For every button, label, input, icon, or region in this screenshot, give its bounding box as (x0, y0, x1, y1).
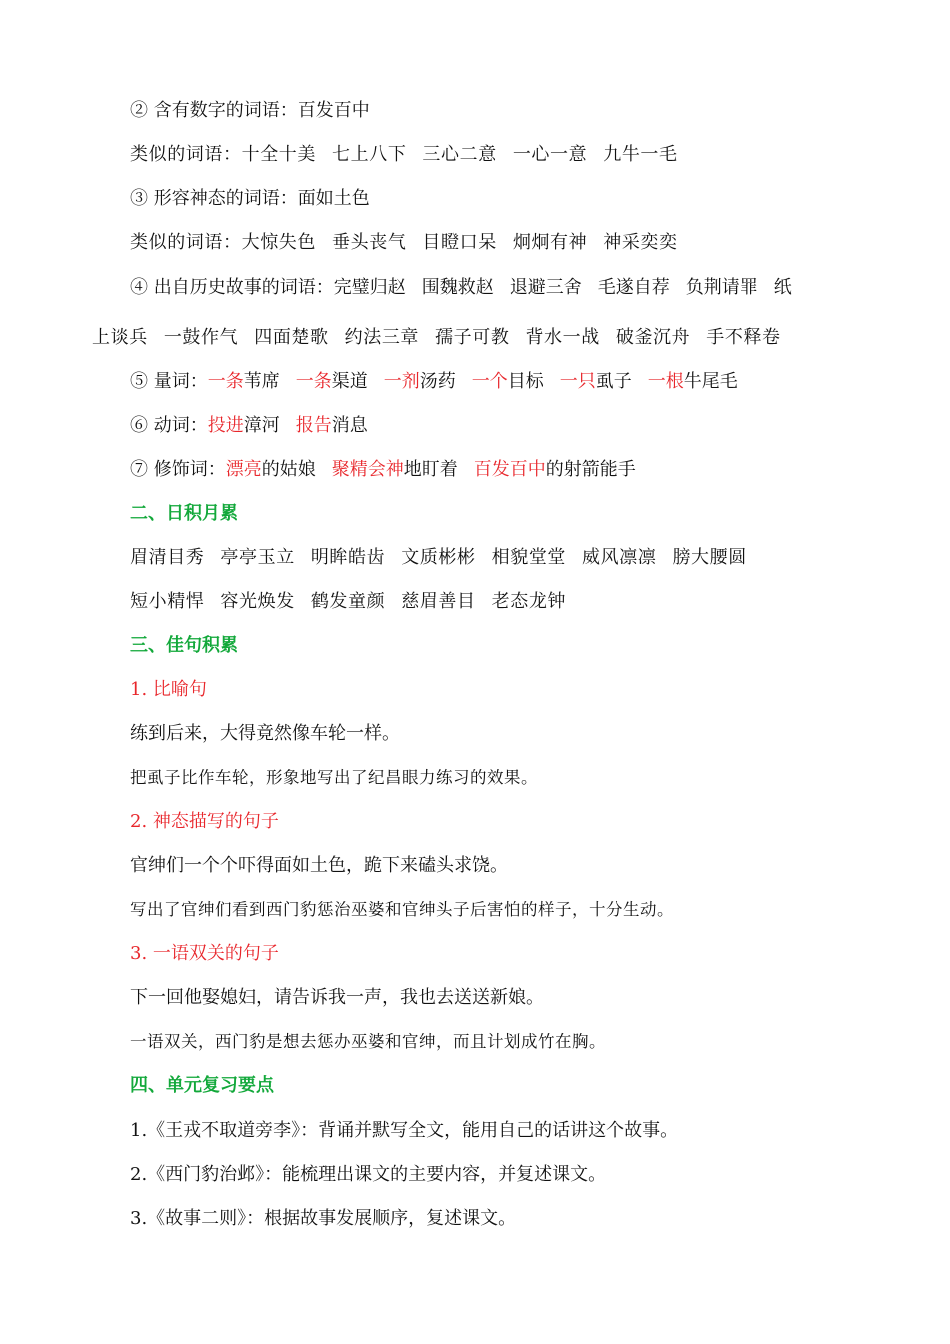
modifiers-line (130, 458, 636, 482)
sentence-type-title: 2. 神态描写的句子 (130, 811, 279, 832)
idiom: 膀大腰圆 (672, 547, 747, 568)
verbs-label: 动词： (153, 415, 208, 436)
idiom: 炯炯有神 (512, 232, 588, 253)
review-point: 1.《王戎不取道旁李》：背诵并默写全文，能用自己的话讲这个故事。 (130, 1120, 679, 1141)
idiom-fragment: 纸 (773, 277, 792, 298)
sentence-type-title: 1. 比喻句 (130, 679, 207, 700)
highlight-word: 一条 (207, 371, 244, 392)
phrase-rest: 虱子 (595, 371, 632, 392)
sentence-note: 把虱子比作车轮，形象地写出了纪昌眼力练习的效果。 (130, 768, 538, 787)
idiom: 约法三章 (344, 327, 420, 348)
example-sentence: 官绅们一个个吓得面如土色，跪下来磕头求饶。 (130, 855, 508, 876)
idiom: 退避三舍 (509, 277, 582, 298)
phrase-rest: 苇席 (243, 371, 280, 392)
section-heading: 四、单元复习要点 (130, 1075, 274, 1096)
idiom: 老态龙钟 (491, 591, 567, 612)
numbers-words-label: 含有数字的词语： (153, 100, 298, 121)
idiom: 慈眉善目 (401, 591, 476, 612)
history-words-continued (92, 326, 781, 350)
idiom: 容光焕发 (220, 591, 295, 612)
sentence-note: 写出了官绅们看到西门豹惩治巫婆和官绅头子后害怕的样子，十分生动。 (130, 900, 674, 919)
idiom: 亭亭玉立 (220, 547, 295, 568)
history-words-line (130, 276, 792, 300)
measure-words-line (130, 370, 738, 394)
phrase-rest: 目标 (507, 371, 544, 392)
idiom: 目瞪口呆 (422, 232, 497, 253)
idiom: 大惊失色 (241, 232, 317, 253)
history-words-label: 出自历史故事的词语： (153, 277, 334, 298)
numbers-similar-line (130, 143, 678, 167)
expression-similar-line (130, 231, 678, 255)
item-marker: ⑥ (130, 415, 148, 436)
similar-label: 类似的词语： (130, 144, 242, 165)
phrase-rest: 的姑娘 (261, 459, 316, 480)
numbers-words-line (130, 99, 370, 123)
idiom: 垂头丧气 (332, 232, 407, 253)
idiom: 相貌堂堂 (491, 547, 567, 568)
section-heading: 二、日积月累 (130, 503, 238, 524)
sentence-note: 一语双关，西门豹是想去惩办巫婆和官绅，而且计划成竹在胸。 (130, 1032, 606, 1051)
phrase-rest: 牛尾毛 (683, 371, 738, 392)
expression-words-line (130, 187, 370, 211)
item-marker: ⑦ (130, 459, 148, 480)
idiom: 手不释卷 (706, 327, 781, 348)
idiom: 完璧归赵 (333, 277, 406, 298)
idiom: 负荆请罪 (685, 277, 758, 298)
phrase-rest: 的射箭能手 (545, 459, 636, 480)
example-sentence: 下一回他娶媳妇，请告诉我一声，我也去送送新娘。 (130, 987, 544, 1008)
idiom-row (130, 590, 566, 614)
item-marker: ⑤ (130, 371, 148, 392)
review-point: 2.《西门豹治邺》：能梳理出课文的主要内容，并复述课文。 (130, 1164, 607, 1185)
similar-label: 类似的词语： (130, 232, 242, 253)
highlight-word: 漂亮 (225, 459, 262, 480)
idiom: 九牛一毛 (603, 144, 678, 165)
idiom: 围魏救赵 (421, 277, 494, 298)
idiom: 眉清目秀 (130, 547, 205, 568)
phrase-rest: 汤药 (419, 371, 456, 392)
review-point: 3.《故事二则》：根据故事发展顺序，复述课文。 (130, 1208, 517, 1229)
idiom-fragment: 上谈兵 (92, 327, 148, 348)
idiom: 鹤发童颜 (310, 591, 386, 612)
idiom: 孺子可教 (435, 327, 510, 348)
idiom: 三心二意 (422, 144, 497, 165)
idiom: 十全十美 (241, 144, 317, 165)
expression-words-example: 面如土色 (297, 188, 370, 209)
highlight-word: 聚精会神 (331, 459, 404, 480)
idiom: 毛遂自荐 (597, 277, 670, 298)
highlight-word: 投进 (207, 415, 244, 436)
highlight-word: 报告 (295, 415, 332, 436)
verbs-line (130, 414, 368, 438)
item-marker: ② (130, 100, 148, 121)
highlight-word: 一只 (559, 371, 596, 392)
numbers-words-example: 百发百中 (297, 100, 370, 121)
idiom-row (130, 546, 747, 570)
example-sentence: 练到后来，大得竟然像车轮一样。 (130, 723, 400, 744)
idiom: 短小精悍 (130, 591, 205, 612)
highlight-word: 百发百中 (473, 459, 546, 480)
item-marker: ③ (130, 188, 148, 209)
phrase-rest: 漳河 (243, 415, 280, 436)
measure-words-label: 量词： (153, 371, 208, 392)
phrase-rest: 地盯着 (403, 459, 458, 480)
highlight-word: 一条 (295, 371, 332, 392)
item-marker: ④ (130, 277, 148, 298)
phrase-rest: 渠道 (331, 371, 368, 392)
idiom: 文质彬彬 (401, 547, 476, 568)
highlight-word: 一根 (647, 371, 684, 392)
sentence-type-title: 3. 一语双关的句子 (130, 943, 279, 964)
idiom: 破釜沉舟 (615, 327, 691, 348)
expression-words-label: 形容神态的词语： (153, 188, 298, 209)
modifiers-label: 修饰词： (153, 459, 226, 480)
idiom: 一鼓作气 (163, 327, 239, 348)
section-heading: 三、佳句积累 (130, 635, 238, 656)
phrase-rest: 消息 (331, 415, 368, 436)
idiom: 神采奕奕 (603, 232, 678, 253)
idiom: 明眸皓齿 (310, 547, 386, 568)
idiom: 威风凛凛 (582, 547, 657, 568)
idiom: 一心一意 (512, 144, 588, 165)
idiom: 七上八下 (332, 144, 407, 165)
idiom: 四面楚歌 (254, 327, 329, 348)
highlight-word: 一剂 (383, 371, 420, 392)
highlight-word: 一个 (471, 371, 508, 392)
idiom: 背水一战 (525, 327, 600, 348)
